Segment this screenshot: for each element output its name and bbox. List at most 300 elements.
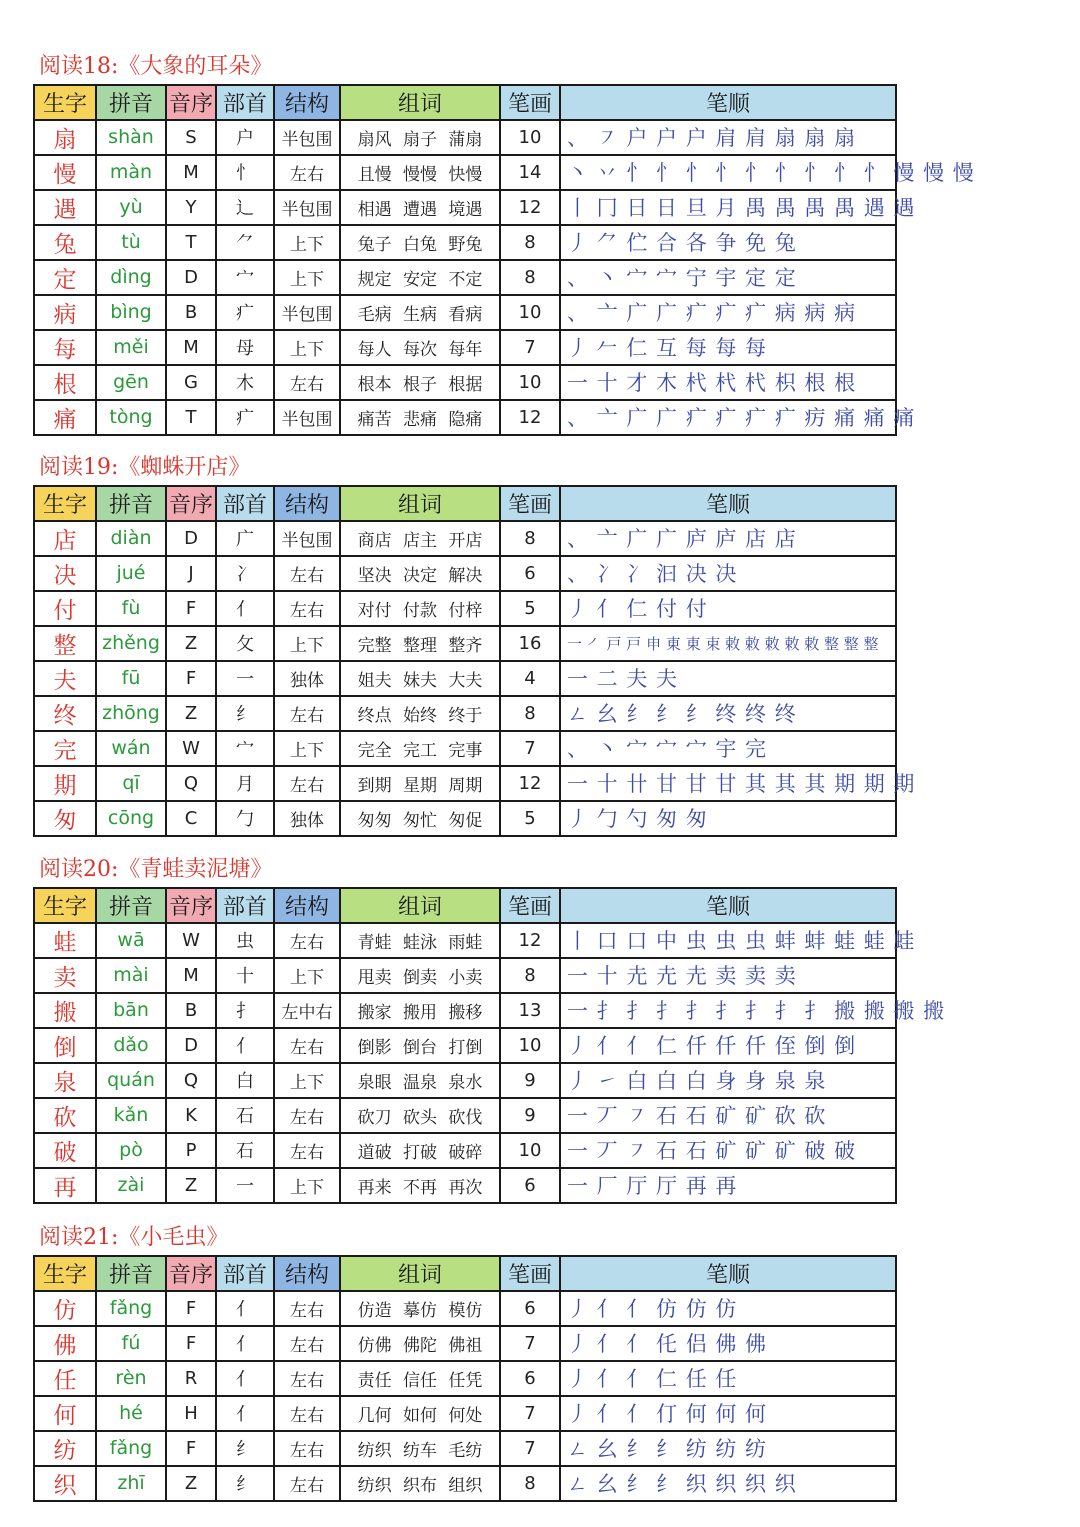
sequence-cell: T <box>166 225 216 260</box>
char-cell: 定 <box>34 260 96 295</box>
stroke-count-cell: 6 <box>500 556 560 591</box>
char-cell: 织 <box>34 1466 96 1501</box>
table-row <box>34 400 896 435</box>
section-title: 阅读18:《大象的耳朵》 <box>39 54 273 79</box>
structure-cell: 左右 <box>274 591 340 626</box>
stroke-order-cell: 一 扌 扌 扌 扌 扌 扌 扌 扌 搬 搬 搬 搬 <box>560 993 896 1028</box>
header-row <box>34 888 896 923</box>
stroke-count-cell: 6 <box>500 1291 560 1326</box>
header-sequence: 音序 <box>166 85 216 120</box>
sequence-cell: G <box>166 365 216 400</box>
stroke-order-cell: 、 丶 宀 宀 宁 宇 定 定 <box>560 260 896 295</box>
pinyin-cell: diàn <box>96 521 166 556</box>
char-cell: 何 <box>34 1396 96 1431</box>
stroke-count-cell: 10 <box>500 1028 560 1063</box>
sequence-cell: T <box>166 400 216 435</box>
section-title: 阅读20:《青蛙卖泥塘》 <box>39 857 273 882</box>
header-row <box>34 1256 896 1291</box>
stroke-order-cell: 丶 丷 忄 忄 忄 忄 忄 忄 忄 忄 忄 慢 慢 慢 <box>560 155 896 190</box>
words-cell: 商店 店主 开店 <box>340 521 500 556</box>
stroke-count-cell: 14 <box>500 155 560 190</box>
header-words: 组词 <box>340 85 500 120</box>
radical-cell: 亻 <box>216 1396 274 1431</box>
sequence-cell: Z <box>166 626 216 661</box>
header-stroke-count: 笔画 <box>500 1256 560 1291</box>
header-words: 组词 <box>340 486 500 521</box>
header-stroke-order: 笔顺 <box>560 486 896 521</box>
table-row <box>34 801 896 836</box>
stroke-count-cell: 7 <box>500 1326 560 1361</box>
pinyin-cell: màn <box>96 155 166 190</box>
radical-cell: 亻 <box>216 1326 274 1361</box>
stroke-order-cell: 一 ㇒ 戸 戸 申 東 東 束 敕 敕 敕 敕 敕 整 整 整 <box>560 626 896 661</box>
words-cell: 甩卖 倒卖 小卖 <box>340 958 500 993</box>
char-cell: 兔 <box>34 225 96 260</box>
pinyin-cell: fú <box>96 1326 166 1361</box>
table-row <box>34 766 896 801</box>
stroke-order-cell: 丿 𠂉 仁 互 每 每 每 <box>560 330 896 365</box>
character-table <box>33 887 946 1204</box>
words-cell: 仿造 摹仿 模仿 <box>340 1291 500 1326</box>
radical-cell: 亻 <box>216 1361 274 1396</box>
structure-cell: 上下 <box>274 1168 340 1203</box>
char-cell: 病 <box>34 295 96 330</box>
structure-cell: 左右 <box>274 696 340 731</box>
radical-cell: 一 <box>216 1168 274 1203</box>
stroke-order-cell: 、 ㇇ 户 户 户 肩 肩 扇 扇 扇 <box>560 120 896 155</box>
header-pinyin: 拼音 <box>96 1256 166 1291</box>
char-cell: 搬 <box>34 993 96 1028</box>
stroke-order-cell: 丿 亻 亻 仃 何 何 何 <box>560 1396 896 1431</box>
table-row <box>34 556 896 591</box>
words-cell: 倒影 倒台 打倒 <box>340 1028 500 1063</box>
sequence-cell: C <box>166 801 216 836</box>
stroke-order-cell: 一 十 才 木 杙 杙 杙 枳 根 根 <box>560 365 896 400</box>
stroke-order-cell: ㄥ 幺 纟 纟 纟 终 终 终 <box>560 696 896 731</box>
radical-cell: 亻 <box>216 591 274 626</box>
stroke-count-cell: 12 <box>500 766 560 801</box>
pinyin-cell: zhěng <box>96 626 166 661</box>
header-pinyin: 拼音 <box>96 85 166 120</box>
radical-cell: ⺈ <box>216 225 274 260</box>
words-cell: 责任 信任 任凭 <box>340 1361 500 1396</box>
sequence-cell: F <box>166 661 216 696</box>
pinyin-cell: bìng <box>96 295 166 330</box>
radical-cell: 疒 <box>216 400 274 435</box>
table-row <box>34 521 896 556</box>
pinyin-cell: jué <box>96 556 166 591</box>
char-cell: 任 <box>34 1361 96 1396</box>
char-cell: 佛 <box>34 1326 96 1361</box>
pinyin-cell: kǎn <box>96 1098 166 1133</box>
sequence-cell: H <box>166 1396 216 1431</box>
stroke-order-cell: 一 丆 ㇇ 石 石 矿 矿 矿 破 破 <box>560 1133 896 1168</box>
stroke-count-cell: 8 <box>500 225 560 260</box>
sequence-cell: D <box>166 1028 216 1063</box>
pinyin-cell: tù <box>96 225 166 260</box>
words-cell: 再来 不再 再次 <box>340 1168 500 1203</box>
words-cell: 泉眼 温泉 泉水 <box>340 1063 500 1098</box>
sequence-cell: M <box>166 330 216 365</box>
table-row <box>34 1028 896 1063</box>
pinyin-cell: wán <box>96 731 166 766</box>
radical-cell: 石 <box>216 1133 274 1168</box>
char-cell: 每 <box>34 330 96 365</box>
structure-cell: 左中右 <box>274 993 340 1028</box>
table-row <box>34 1133 896 1168</box>
pinyin-cell: hé <box>96 1396 166 1431</box>
stroke-order-cell: 、 亠 广 广 疒 疒 疒 疒 疠 痛 痛 痛 <box>560 400 896 435</box>
words-cell: 根本 根子 根据 <box>340 365 500 400</box>
pinyin-cell: mài <box>96 958 166 993</box>
table-row <box>34 696 896 731</box>
radical-cell: 木 <box>216 365 274 400</box>
pinyin-cell: fū <box>96 661 166 696</box>
stroke-order-cell: 丿 ⺈ 伫 合 各 争 免 兔 <box>560 225 896 260</box>
structure-cell: 左右 <box>274 1133 340 1168</box>
words-cell: 纺织 织布 组织 <box>340 1466 500 1501</box>
radical-cell: 勹 <box>216 801 274 836</box>
char-cell: 期 <box>34 766 96 801</box>
char-cell: 卖 <box>34 958 96 993</box>
words-cell: 姐夫 妹夫 大夫 <box>340 661 500 696</box>
table-row <box>34 1291 896 1326</box>
table-row <box>34 225 896 260</box>
char-cell: 痛 <box>34 400 96 435</box>
structure-cell: 半包围 <box>274 400 340 435</box>
table-row <box>34 1396 896 1431</box>
table-row <box>34 923 896 958</box>
stroke-count-cell: 7 <box>500 731 560 766</box>
structure-cell: 左右 <box>274 1361 340 1396</box>
table-row <box>34 626 896 661</box>
sequence-cell: M <box>166 155 216 190</box>
radical-cell: 忄 <box>216 155 274 190</box>
stroke-order-cell: 丿 亻 亻 仁 任 任 <box>560 1361 896 1396</box>
radical-cell: 亻 <box>216 1291 274 1326</box>
header-stroke-count: 笔画 <box>500 888 560 923</box>
structure-cell: 左右 <box>274 1396 340 1431</box>
structure-cell: 左右 <box>274 365 340 400</box>
table-row <box>34 1168 896 1203</box>
header-row <box>34 486 896 521</box>
sequence-cell: Q <box>166 766 216 801</box>
radical-cell: 亻 <box>216 1028 274 1063</box>
pinyin-cell: fù <box>96 591 166 626</box>
stroke-count-cell: 4 <box>500 661 560 696</box>
radical-cell: 攵 <box>216 626 274 661</box>
words-cell: 纺织 纺车 毛纺 <box>340 1431 500 1466</box>
radical-cell: 虫 <box>216 923 274 958</box>
pinyin-cell: quán <box>96 1063 166 1098</box>
words-cell: 匆匆 匆忙 匆促 <box>340 801 500 836</box>
structure-cell: 半包围 <box>274 521 340 556</box>
header-sequence: 音序 <box>166 1256 216 1291</box>
sequence-cell: D <box>166 260 216 295</box>
sequence-cell: W <box>166 923 216 958</box>
stroke-order-cell: 、 丶 宀 宀 宀 宇 完 <box>560 731 896 766</box>
table-row <box>34 591 896 626</box>
stroke-order-cell: 丿 亻 仁 付 付 <box>560 591 896 626</box>
structure-cell: 左右 <box>274 556 340 591</box>
char-cell: 倒 <box>34 1028 96 1063</box>
pinyin-cell: bān <box>96 993 166 1028</box>
stroke-order-cell: 丿 勹 勺 匆 匆 <box>560 801 896 836</box>
sequence-cell: R <box>166 1361 216 1396</box>
table-row <box>34 1361 896 1396</box>
pinyin-cell: yù <box>96 190 166 225</box>
pinyin-cell: tòng <box>96 400 166 435</box>
words-cell: 规定 安定 不定 <box>340 260 500 295</box>
stroke-count-cell: 8 <box>500 1466 560 1501</box>
sequence-cell: Q <box>166 1063 216 1098</box>
header-stroke-order: 笔顺 <box>560 888 896 923</box>
stroke-order-cell: 、 亠 广 广 疒 疒 疒 病 病 病 <box>560 295 896 330</box>
header-sequence: 音序 <box>166 486 216 521</box>
stroke-count-cell: 9 <box>500 1098 560 1133</box>
structure-cell: 上下 <box>274 1063 340 1098</box>
header-char: 生字 <box>34 85 96 120</box>
structure-cell: 左右 <box>274 1326 340 1361</box>
radical-cell: 纟 <box>216 1466 274 1501</box>
words-cell: 搬家 搬用 搬移 <box>340 993 500 1028</box>
stroke-count-cell: 6 <box>500 1361 560 1396</box>
sequence-cell: W <box>166 731 216 766</box>
words-cell: 到期 星期 周期 <box>340 766 500 801</box>
sequence-cell: K <box>166 1098 216 1133</box>
words-cell: 道破 打破 破碎 <box>340 1133 500 1168</box>
stroke-order-cell: 丿 亻 亻 仁 仟 仟 仟 侄 倒 倒 <box>560 1028 896 1063</box>
structure-cell: 上下 <box>274 225 340 260</box>
section-reading-20 <box>33 853 946 1204</box>
char-cell: 夫 <box>34 661 96 696</box>
header-structure: 结构 <box>274 888 340 923</box>
words-cell: 痛苦 悲痛 隐痛 <box>340 400 500 435</box>
sequence-cell: F <box>166 1431 216 1466</box>
structure-cell: 左右 <box>274 1431 340 1466</box>
section-title: 阅读21:《小毛虫》 <box>39 1225 229 1250</box>
header-stroke-count: 笔画 <box>500 85 560 120</box>
stroke-order-cell: 一 厂 厅 厅 再 再 <box>560 1168 896 1203</box>
section-reading-19 <box>33 451 916 837</box>
header-char: 生字 <box>34 486 96 521</box>
header-structure: 结构 <box>274 486 340 521</box>
pinyin-cell: cōng <box>96 801 166 836</box>
sequence-cell: S <box>166 120 216 155</box>
sequence-cell: M <box>166 958 216 993</box>
sequence-cell: F <box>166 1326 216 1361</box>
sequence-cell: J <box>166 556 216 591</box>
header-pinyin: 拼音 <box>96 888 166 923</box>
sequence-cell: F <box>166 1291 216 1326</box>
words-cell: 坚决 决定 解决 <box>340 556 500 591</box>
char-cell: 扇 <box>34 120 96 155</box>
words-cell: 毛病 生病 看病 <box>340 295 500 330</box>
header-words: 组词 <box>340 1256 500 1291</box>
structure-cell: 左右 <box>274 155 340 190</box>
header-sequence: 音序 <box>166 888 216 923</box>
stroke-count-cell: 12 <box>500 923 560 958</box>
table-row <box>34 190 896 225</box>
radical-cell: 广 <box>216 521 274 556</box>
table-row <box>34 1431 896 1466</box>
structure-cell: 半包围 <box>274 120 340 155</box>
sequence-cell: B <box>166 295 216 330</box>
char-cell: 破 <box>34 1133 96 1168</box>
radical-cell: 户 <box>216 120 274 155</box>
sequence-cell: Z <box>166 1168 216 1203</box>
header-radical: 部首 <box>216 486 274 521</box>
structure-cell: 左右 <box>274 766 340 801</box>
radical-cell: 母 <box>216 330 274 365</box>
char-cell: 终 <box>34 696 96 731</box>
table-row <box>34 993 896 1028</box>
stroke-count-cell: 8 <box>500 696 560 731</box>
structure-cell: 上下 <box>274 731 340 766</box>
header-radical: 部首 <box>216 85 274 120</box>
radical-cell: 纟 <box>216 1431 274 1466</box>
radical-cell: 白 <box>216 1063 274 1098</box>
header-pinyin: 拼音 <box>96 486 166 521</box>
table-row <box>34 1063 896 1098</box>
words-cell: 相遇 遭遇 境遇 <box>340 190 500 225</box>
pinyin-cell: zhī <box>96 1466 166 1501</box>
table-row <box>34 1098 896 1133</box>
pinyin-cell: pò <box>96 1133 166 1168</box>
stroke-count-cell: 7 <box>500 330 560 365</box>
stroke-order-cell: 丨 冂 日 日 旦 月 禺 禺 禺 禺 遇 遇 <box>560 190 896 225</box>
pinyin-cell: fǎng <box>96 1291 166 1326</box>
radical-cell: 疒 <box>216 295 274 330</box>
stroke-order-cell: 丿 亻 亻 仿 仿 仿 <box>560 1291 896 1326</box>
char-cell: 蛙 <box>34 923 96 958</box>
character-table <box>33 485 916 837</box>
table-row <box>34 661 896 696</box>
char-cell: 完 <box>34 731 96 766</box>
sequence-cell: P <box>166 1133 216 1168</box>
words-cell: 每人 每次 每年 <box>340 330 500 365</box>
pinyin-cell: měi <box>96 330 166 365</box>
stroke-order-cell: 、 亠 广 广 庐 庐 店 店 <box>560 521 896 556</box>
pinyin-cell: rèn <box>96 1361 166 1396</box>
stroke-count-cell: 5 <box>500 801 560 836</box>
header-row <box>34 85 896 120</box>
words-cell: 砍刀 砍头 砍伐 <box>340 1098 500 1133</box>
stroke-order-cell: 一 丆 ㇇ 石 石 矿 矿 砍 砍 <box>560 1098 896 1133</box>
structure-cell: 独体 <box>274 801 340 836</box>
header-char: 生字 <box>34 888 96 923</box>
radical-cell: 辶 <box>216 190 274 225</box>
stroke-count-cell: 5 <box>500 591 560 626</box>
radical-cell: 十 <box>216 958 274 993</box>
char-cell: 店 <box>34 521 96 556</box>
section-reading-18 <box>33 50 975 436</box>
char-cell: 仿 <box>34 1291 96 1326</box>
structure-cell: 半包围 <box>274 190 340 225</box>
char-cell: 纺 <box>34 1431 96 1466</box>
stroke-order-cell: 丿 ㇀ 白 白 白 身 身 泉 泉 <box>560 1063 896 1098</box>
words-cell: 青蛙 蛙泳 雨蛙 <box>340 923 500 958</box>
sequence-cell: Z <box>166 1466 216 1501</box>
stroke-count-cell: 12 <box>500 190 560 225</box>
table-row <box>34 1326 896 1361</box>
stroke-count-cell: 9 <box>500 1063 560 1098</box>
char-cell: 遇 <box>34 190 96 225</box>
stroke-order-cell: 丨 口 口 中 虫 虫 虫 蚌 蚌 蛙 蛙 蛙 <box>560 923 896 958</box>
pinyin-cell: zài <box>96 1168 166 1203</box>
radical-cell: 宀 <box>216 260 274 295</box>
stroke-count-cell: 7 <box>500 1431 560 1466</box>
pinyin-cell: gēn <box>96 365 166 400</box>
char-cell: 砍 <box>34 1098 96 1133</box>
stroke-order-cell: 一 十 卄 甘 甘 甘 其 其 其 期 期 期 <box>560 766 896 801</box>
stroke-count-cell: 8 <box>500 521 560 556</box>
header-stroke-count: 笔画 <box>500 486 560 521</box>
stroke-count-cell: 6 <box>500 1168 560 1203</box>
radical-cell: 月 <box>216 766 274 801</box>
header-stroke-order: 笔顺 <box>560 85 896 120</box>
structure-cell: 左右 <box>274 1291 340 1326</box>
stroke-order-cell: ㄥ 幺 纟 纟 织 织 织 织 <box>560 1466 896 1501</box>
stroke-order-cell: ㄥ 幺 纟 纟 纺 纺 纺 <box>560 1431 896 1466</box>
table-row <box>34 731 896 766</box>
header-structure: 结构 <box>274 1256 340 1291</box>
pinyin-cell: qī <box>96 766 166 801</box>
char-cell: 匆 <box>34 801 96 836</box>
stroke-count-cell: 7 <box>500 1396 560 1431</box>
pinyin-cell: wā <box>96 923 166 958</box>
structure-cell: 左右 <box>274 1028 340 1063</box>
stroke-count-cell: 8 <box>500 260 560 295</box>
stroke-order-cell: 、 冫 冫 汩 决 决 <box>560 556 896 591</box>
structure-cell: 左右 <box>274 923 340 958</box>
radical-cell: 纟 <box>216 696 274 731</box>
sequence-cell: Y <box>166 190 216 225</box>
header-words: 组词 <box>340 888 500 923</box>
words-cell: 对付 付款 付梓 <box>340 591 500 626</box>
table-row <box>34 295 896 330</box>
char-cell: 付 <box>34 591 96 626</box>
char-cell: 决 <box>34 556 96 591</box>
table-row <box>34 1466 896 1501</box>
pinyin-cell: shàn <box>96 120 166 155</box>
words-cell: 扇风 扇子 蒲扇 <box>340 120 500 155</box>
pinyin-cell: zhōng <box>96 696 166 731</box>
stroke-count-cell: 12 <box>500 400 560 435</box>
header-stroke-order: 笔顺 <box>560 1256 896 1291</box>
header-radical: 部首 <box>216 1256 274 1291</box>
char-cell: 泉 <box>34 1063 96 1098</box>
section-title: 阅读19:《蜘蛛开店》 <box>39 455 251 480</box>
structure-cell: 上下 <box>274 260 340 295</box>
structure-cell: 上下 <box>274 626 340 661</box>
character-table <box>33 1255 897 1502</box>
pinyin-cell: fǎng <box>96 1431 166 1466</box>
header-radical: 部首 <box>216 888 274 923</box>
words-cell: 完整 整理 整齐 <box>340 626 500 661</box>
structure-cell: 上下 <box>274 958 340 993</box>
radical-cell: 一 <box>216 661 274 696</box>
sequence-cell: F <box>166 591 216 626</box>
stroke-count-cell: 13 <box>500 993 560 1028</box>
stroke-count-cell: 10 <box>500 295 560 330</box>
table-row <box>34 120 896 155</box>
stroke-count-cell: 10 <box>500 1133 560 1168</box>
structure-cell: 独体 <box>274 661 340 696</box>
pinyin-cell: dìng <box>96 260 166 295</box>
stroke-count-cell: 8 <box>500 958 560 993</box>
char-cell: 再 <box>34 1168 96 1203</box>
